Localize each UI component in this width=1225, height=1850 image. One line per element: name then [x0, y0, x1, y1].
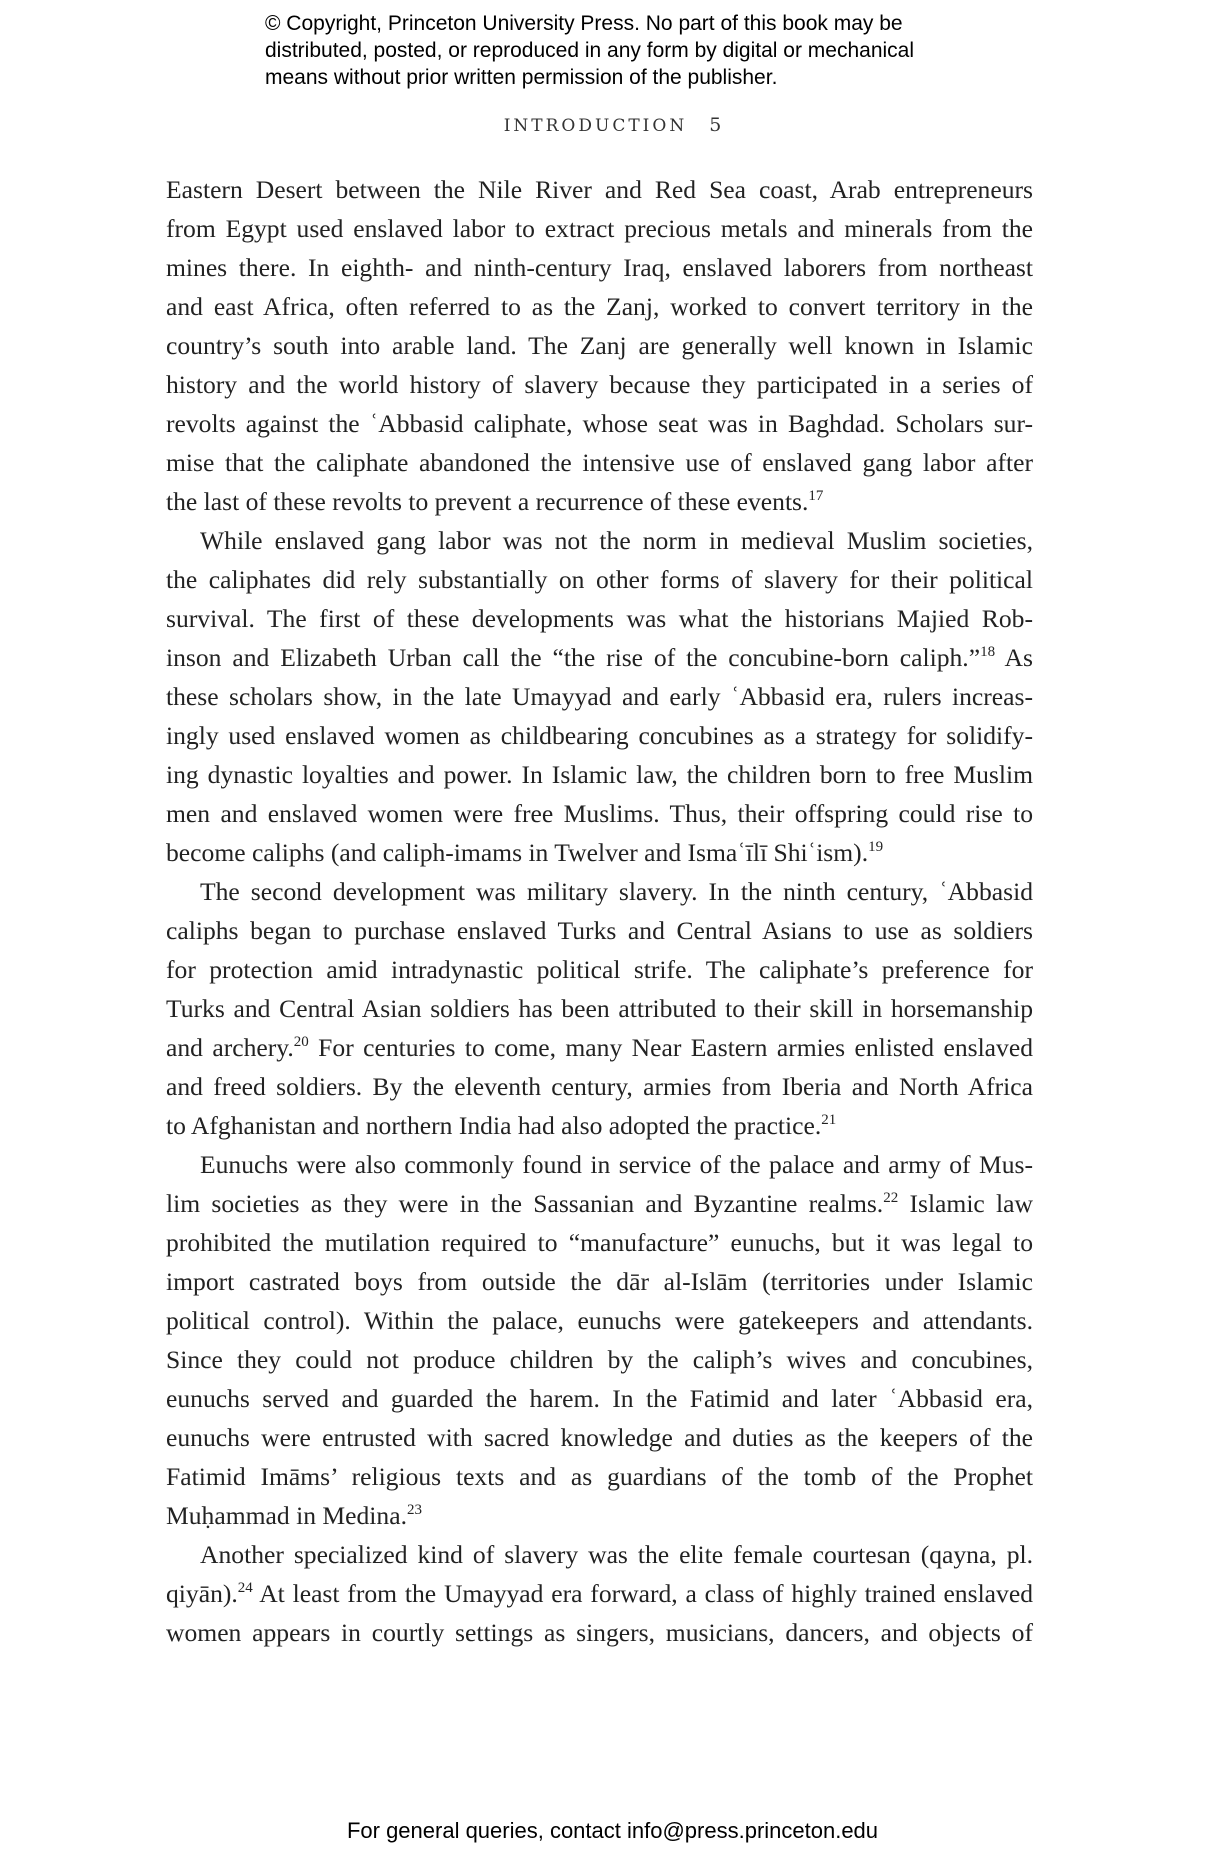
text-line — [166, 833, 1033, 872]
line-text: ing dynastic loyalties and power. In Islamic law, the children born to free Muslim — [166, 760, 1033, 789]
line-text: Since they could not produce children by the caliph’s wives and concubines, — [166, 1345, 1033, 1374]
text-line — [166, 1613, 1033, 1652]
line-text: for protection amid intradynastic political strife. The caliphate’s preference for — [166, 955, 1033, 984]
text-line — [166, 599, 1033, 638]
line-text-continued: For centuries to come, many Near Eastern armies enlisted enslaved — [308, 1033, 1033, 1062]
line-text: men and enslaved women were free Muslims. Thus, their offspring could rise to — [166, 799, 1033, 828]
text-line — [166, 1574, 1033, 1613]
footnote-marker: 18 — [980, 644, 996, 660]
text-line — [166, 1379, 1033, 1418]
text-line — [166, 1340, 1033, 1379]
line-text: these scholars show, in the late Umayyad and early ʿAbbasid era, rulers increas- — [166, 682, 1033, 711]
line-text: Eastern Desert between the Nile River and Red Sea coast, Arab entrepreneurs — [166, 175, 1033, 204]
text-line — [166, 404, 1033, 443]
text-line — [166, 1184, 1033, 1223]
line-text: history and the world history of slavery because they participated in a series of — [166, 370, 1033, 399]
footnote-marker: 19 — [868, 839, 884, 855]
text-line — [166, 677, 1033, 716]
body-text — [166, 170, 1033, 1652]
line-text: women appears in courtly settings as singers, musicians, dancers, and objects of — [166, 1618, 1033, 1647]
line-text: Turks and Central Asian soldiers has been attributed to their skill in horsemanship — [166, 994, 1033, 1023]
footnote-marker: 22 — [883, 1190, 899, 1206]
text-line — [166, 1535, 1033, 1574]
line-text: prohibited the mutilation required to “manufacture” eunuchs, but it was legal to — [166, 1228, 1033, 1257]
running-head — [0, 114, 1225, 136]
line-text-continued: Islamic law — [898, 1189, 1033, 1218]
text-line — [166, 638, 1033, 677]
line-text: the last of these revolts to prevent a recurrence of these events. — [166, 487, 809, 516]
line-text: Another specialized kind of slavery was the elite female courtesan (qayna, pl. — [200, 1540, 1033, 1569]
line-text-continued: At least from the Umayyad era forward, a class of highly trained enslaved — [252, 1579, 1033, 1608]
text-line — [166, 209, 1033, 248]
text-line — [166, 248, 1033, 287]
line-text: mines there. In eighth- and ninth-century Iraq, enslaved laborers from northeast — [166, 253, 1033, 282]
text-line — [166, 482, 1033, 521]
footnote-marker: 23 — [406, 1502, 422, 1518]
copyright-notice — [265, 10, 1025, 91]
text-line — [166, 950, 1033, 989]
text-line — [166, 365, 1033, 404]
line-text: from Egypt used enslaved labor to extract precious metals and minerals from the — [166, 214, 1033, 243]
footnote-marker: 17 — [808, 488, 824, 504]
text-line — [166, 1028, 1033, 1067]
text-line — [166, 1262, 1033, 1301]
line-text-continued: As — [995, 643, 1033, 672]
page-number: 5 — [709, 114, 722, 136]
text-line — [166, 560, 1033, 599]
line-text: and freed soldiers. By the eleventh century, armies from Iberia and North Africa — [166, 1072, 1033, 1101]
footnote-marker: 21 — [821, 1112, 837, 1128]
line-text: Fatimid Imāms’ religious texts and as guardians of the tomb of the Prophet — [166, 1462, 1033, 1491]
copyright-line: means without prior written permission of the publisher. — [265, 66, 778, 89]
line-text: ingly used enslaved women as childbearing concubines as a strategy for solidify- — [166, 721, 1033, 750]
line-text: eunuchs served and guarded the harem. In the Fatimid and later ʿAbbasid era, — [166, 1384, 1033, 1413]
text-line — [166, 287, 1033, 326]
text-line — [166, 326, 1033, 365]
line-text: lim societies as they were in the Sassanian and Byzantine realms. — [166, 1189, 884, 1218]
line-text: to Afghanistan and northern India had also adopted the practice. — [166, 1111, 822, 1140]
line-text: revolts against the ʿAbbasid caliphate, whose seat was in Baghdad. Scholars sur- — [166, 409, 1033, 438]
footnote-marker: 24 — [237, 1580, 253, 1596]
text-line — [166, 521, 1033, 560]
line-text: import castrated boys from outside the dār al-Islām (territories under Islamic — [166, 1267, 1033, 1296]
copyright-line: distributed, posted, or reproduced in any form by digital or mechanical — [265, 39, 915, 62]
line-text: Muḥammad in Medina. — [166, 1501, 407, 1530]
text-line — [166, 1418, 1033, 1457]
text-line — [166, 1496, 1033, 1535]
line-text: survival. The first of these developments was what the historians Majied Rob- — [166, 604, 1033, 633]
line-text: While enslaved gang labor was not the norm in medieval Muslim societies, — [200, 526, 1033, 555]
line-text: mise that the caliphate abandoned the intensive use of enslaved gang labor after — [166, 448, 1033, 477]
line-text: country’s south into arable land. The Zanj are generally well known in Islamic — [166, 331, 1033, 360]
line-text: inson and Elizabeth Urban call the “the rise of the concubine-born caliph.” — [166, 643, 981, 672]
text-line — [166, 170, 1033, 209]
line-text: and archery. — [166, 1033, 294, 1062]
text-line — [166, 1301, 1033, 1340]
text-line — [166, 911, 1033, 950]
line-text: The second development was military slavery. In the ninth century, ʿAbbasid — [200, 877, 1033, 906]
text-line — [166, 1457, 1033, 1496]
text-line — [166, 1145, 1033, 1184]
text-line — [166, 443, 1033, 482]
footer-contact: For general queries, contact info@press.princeton.edu — [346, 1818, 879, 1843]
line-text: the caliphates did rely substantially on other forms of slavery for their political — [166, 565, 1033, 594]
text-line — [166, 1223, 1033, 1262]
line-text: become caliphs (and caliph-imams in Twelver and Ismaʿīlī Shiʿism). — [166, 838, 869, 867]
line-text: qiyān). — [166, 1579, 238, 1608]
line-text: eunuchs were entrusted with sacred knowledge and duties as the keepers of the — [166, 1423, 1033, 1452]
chapter-title: INTRODUCTION — [503, 116, 688, 136]
text-line — [166, 1106, 1033, 1145]
text-line — [166, 716, 1033, 755]
line-text: and east Africa, often referred to as the Zanj, worked to convert territory in the — [166, 292, 1033, 321]
text-line — [166, 872, 1033, 911]
line-text: Eunuchs were also commonly found in service of the palace and army of Mus- — [200, 1150, 1033, 1179]
text-line — [166, 794, 1033, 833]
copyright-line: © Copyright, Princeton University Press. No part of this book may be — [265, 12, 903, 35]
text-line — [166, 755, 1033, 794]
footnote-marker: 20 — [293, 1034, 309, 1050]
text-line — [166, 989, 1033, 1028]
text-line — [166, 1067, 1033, 1106]
line-text: caliphs began to purchase enslaved Turks and Central Asians to use as soldiers — [166, 916, 1033, 945]
line-text: political control). Within the palace, eunuchs were gatekeepers and attendants. — [166, 1306, 1033, 1335]
